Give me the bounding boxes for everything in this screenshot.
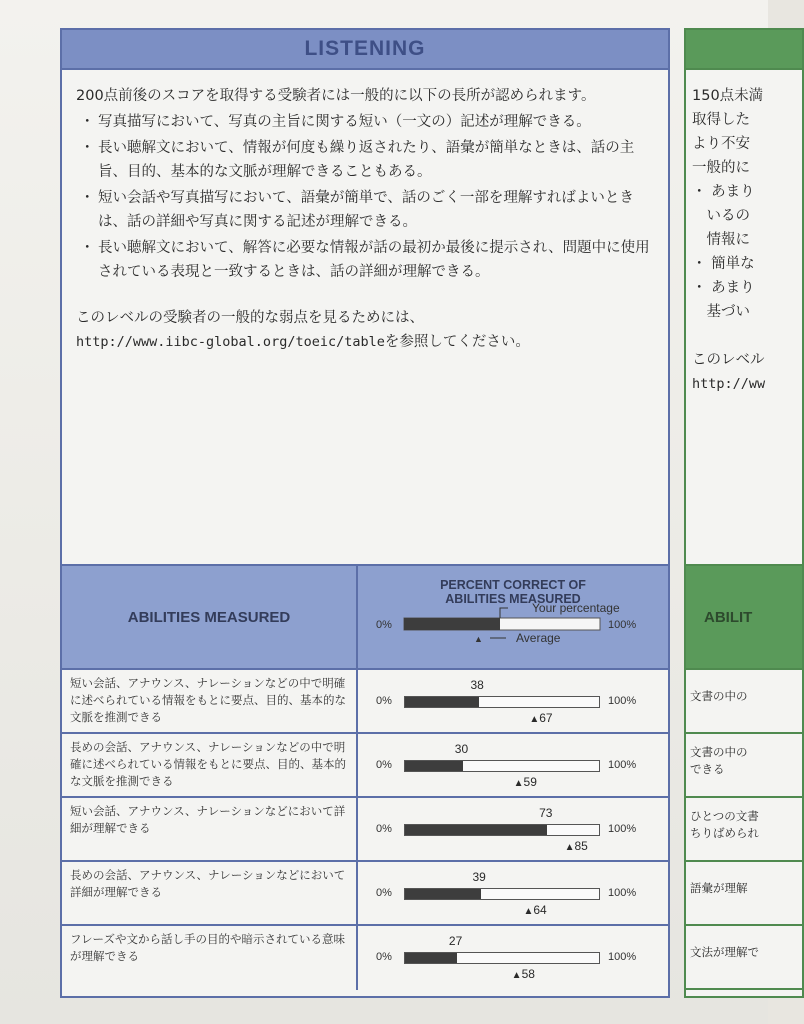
reading-desc-line: 取得した [692,112,750,128]
ability-row [62,670,668,734]
your-percentage-bar [405,953,457,963]
reading-desc-line: 一般的に [692,160,750,176]
legend-your-pointer [500,608,508,618]
your-percentage-bar [405,889,481,899]
legend-your-label: Your percentage [532,601,620,615]
reading-rows [686,670,802,990]
ability-row [62,926,668,990]
average-value: 67 [539,711,553,725]
percent-track [404,696,600,708]
ability-label: 長めの会話、アナウンス、ナレーションなどにおいて詳細が理解できる [62,862,358,924]
percent-track [404,952,600,964]
reading-ability-row: 文書の中の [686,670,802,734]
your-percentage-bar [405,697,479,707]
your-percentage-value: 73 [539,806,553,820]
reading-desc-line: ・ 簡単な [692,256,755,272]
reading-desc-line: より不安 [692,136,750,152]
average-value: 59 [523,775,537,789]
zero-label: 0% [376,887,392,899]
average-triangle-icon: ▲ [523,906,534,917]
reading-ability-row: 語彙が理解 [686,862,802,926]
abilities-rows [62,670,668,990]
reading-header [686,30,802,70]
your-percentage-bar [405,761,463,771]
reading-weak-text: このレベル [692,352,765,368]
reading-abilities-header: ABILIT [686,566,802,670]
reading-desc-line: 150点未満 [692,88,764,104]
percent-correct-header: PERCENT CORRECT OF ABILITIES MEASURED 0% 100% Your percentage ▲ Average [358,566,668,668]
hundred-label: 100% [608,823,637,835]
listening-header [62,30,668,70]
reading-ability-row: 文書の中の できる [686,734,802,798]
reading-ability-row: 文法が理解で [686,926,802,990]
listening-panel [60,28,670,998]
average-marker [529,711,552,725]
listening-description [62,70,668,566]
legend-avg-marker: ▲ [474,634,483,644]
strength-item: ・ 短い会話や写真描写において、語彙が簡単で、話のごく一部を理解すればよいときは、話の詳細や写真に関する記述が理解できる。 [80,190,634,230]
percent-track [404,760,600,772]
strength-item: ・ 長い聴解文において、解答に必要な情報が話の最初か最後に提示され、問題中に使用されている表現と一致するときは、話の詳細が理解できる。 [80,240,650,280]
legend-zero-label: 0% [376,619,392,631]
average-triangle-icon: ▲ [529,714,540,725]
legend-chart [358,601,654,670]
reading-desc-line: 情報に [692,232,750,248]
reading-description [686,70,802,566]
description-intro: 200点前後のスコアを取得する受験者には一般的に以下の長所が認められます。 [76,88,596,104]
ability-label: 長めの会話、アナウンス、ナレーションなどの中で明確に述べられている情報をもとに要点、目的、基本的な文脈を推測できる [62,734,358,796]
average-triangle-icon: ▲ [513,778,524,789]
zero-label: 0% [376,695,392,707]
hundred-label: 100% [608,759,637,771]
listening-title: LISTENING [304,37,426,60]
reading-desc-line: ・ あまり [692,280,755,296]
average-marker [512,967,535,981]
hundred-label: 100% [608,951,637,963]
your-percentage-value: 38 [470,678,484,692]
average-triangle-icon: ▲ [511,970,522,981]
ability-row [62,798,668,862]
legend-avg-label: Average [516,631,561,645]
zero-label: 0% [376,759,392,771]
average-triangle-icon: ▲ [564,842,575,853]
strength-item: ・ 長い聴解文において、情報が何度も繰り返されたり、語彙が簡単なときは、話の主旨、目的、基本的な文脈が理解できることもある。 [80,140,635,180]
ability-label: フレーズや文から話し手の目的や暗示されている意味が理解できる [62,926,358,990]
average-value: 64 [533,903,547,917]
ability-label: 短い会話、アナウンス、ナレーションなどの中で明確に述べられている情報をもとに要点、目的、基本的な文脈を推測できる [62,670,358,732]
table-header [62,566,668,670]
ability-row [62,734,668,798]
reading-desc-line: 基づい [692,304,750,320]
ability-bar-cell [358,670,668,732]
your-percentage-value: 30 [454,742,469,756]
average-value: 58 [521,967,535,981]
ability-bar-cell [358,734,668,796]
your-percentage-value: 27 [448,934,463,948]
ability-bar-cell [358,926,668,990]
strength-item: ・ 写真描写において、写真の主旨に関する短い（一文の）記述が理解できる。 [80,114,591,130]
average-marker [514,775,537,789]
hundred-label: 100% [608,887,637,899]
percent-track [404,888,600,900]
average-marker [523,903,546,917]
your-percentage-bar [405,825,547,835]
strengths-list [76,110,658,284]
hundred-label: 100% [608,695,637,707]
percent-track [404,824,600,836]
ability-label: 短い会話、アナウンス、ナレーションなどにおいて詳細が理解できる [62,798,358,860]
reading-panel-partial [684,28,804,998]
reading-weak-url: http://ww [692,376,766,392]
ability-bar-cell [358,798,668,860]
table-url: http://www.iibc-global.org/toeic/table [76,334,385,350]
reading-desc-line: ・ あまり [692,184,755,200]
average-value: 85 [574,839,588,853]
weakness-reference: http://www.iibc-global.org/toeic/tableを参照してください。 [76,334,530,350]
legend-fill [404,618,500,630]
weakness-text: このレベルの受験者の一般的な弱点を見るためには、 [76,310,424,326]
legend-hundred-label: 100% [608,619,637,631]
reading-desc-line: いるの [692,208,750,224]
zero-label: 0% [376,951,392,963]
zero-label: 0% [376,823,392,835]
your-percentage-value: 39 [472,870,486,884]
abilities-measured-header: ABILITIES MEASURED [62,566,358,668]
average-marker [565,839,588,853]
ability-row [62,862,668,926]
reading-ability-row: ひとつの文書 ちりばめられ [686,798,802,862]
ability-bar-cell [358,862,668,924]
